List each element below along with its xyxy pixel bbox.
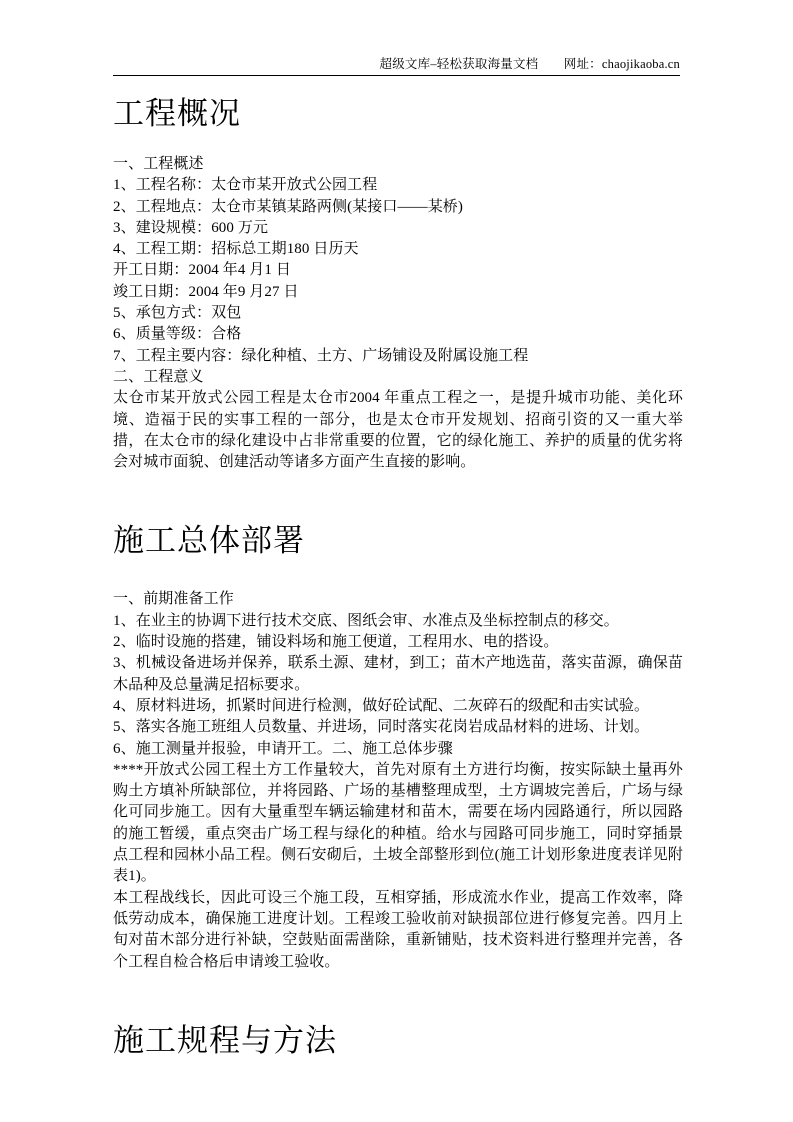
section-project-overview bbox=[113, 92, 683, 136]
overview-line-7: 竣工日期：2004 年9 月27 日 bbox=[113, 283, 299, 300]
heading-project-overview: 工程概况 bbox=[113, 96, 241, 132]
deployment-line-1: 一、前期准备工作 bbox=[113, 591, 234, 608]
deployment-line-7: 6、施工测量并报验，申请开工。二、施工总体步骤 bbox=[113, 740, 453, 757]
overview-line-2: 1、工程名称：太仓市某开放式公园工程 bbox=[113, 177, 378, 194]
document-content bbox=[113, 92, 683, 1063]
deployment-line-3: 2、临时设施的搭建，铺设料场和施工便道，工程用水、电的搭设。 bbox=[113, 634, 559, 651]
section-construction-deployment bbox=[113, 519, 683, 563]
page-header-text: 超级文库–轻松获取海量文档 网址：chaojikaoba.cn bbox=[379, 57, 680, 71]
overview-line-5: 4、工程工期：招标总工期180 日历天 bbox=[113, 241, 359, 258]
overview-line-6: 开工日期：2004 年4 月1 日 bbox=[113, 262, 291, 279]
deployment-line-2: 1、在业主的协调下进行技术交底、图纸会审、水准点及坐标控制点的移交。 bbox=[113, 612, 619, 629]
overview-line-11: 二、工程意义 bbox=[113, 368, 204, 385]
deployment-line-6: 5、落实各施工班组人员数量、并进场，同时落实花岗岩成品材料的进场、计划。 bbox=[113, 719, 650, 736]
overview-line-9: 6、质量等级：合格 bbox=[113, 326, 242, 343]
page-header bbox=[113, 56, 680, 84]
overview-line-3: 2、工程地点：太仓市某镇某路两侧(某接口——某桥) bbox=[113, 198, 463, 215]
deployment-paragraph-earthwork: ****开放式公园工程土方工作量较大，首先对原有土方进行均衡，按实际缺土量再外购土方填补所缺部位，并将园路、广场的基槽整理成型，土方调坡完善后，广场与绿化可同步施工。因有大量重型车辆运输建材和苗木，需要在场内园路通行，所以园路的施工暂缓，重点突击广场工程与绿化的种植。给水与园路可同步施工，同时穿插景点工程和园林小品工程。侧石安砌后，土坡全部整形到位(施工计划形象进度表详见附表1)。 bbox=[113, 761, 683, 885]
overview-line-8: 5、承包方式：双包 bbox=[113, 305, 242, 322]
deployment-paragraph-schedule: 本工程战线长，因此可设三个施工段，互相穿插，形成流水作业，提高工作效率，降低劳动成本，确保施工进度计划。工程竣工验收前对缺损部位进行修复完善。四月上旬对苗木部分进行补缺，空鼓贴面需凿除，重新铺贴，技术资料进行整理并完善，各个工程自检合格后申请竣工验收。 bbox=[113, 889, 683, 970]
overview-line-10: 7、工程主要内容：绿化种植、土方、广场铺设及附属设施工程 bbox=[113, 347, 529, 364]
overview-paragraph-significance: 太仓市某开放式公园工程是太仓市2004 年重点工程之一，是提升城市功能、美化环境、造福于民的实事工程的一部分，也是太仓市开发规划、招商引资的又一重大举措，在太仓市的绿化建设中占非常重要的位置，它的绿化施工、养护的质量的优劣将会对城市面貌、创建活动等诸多方面产生直接的影响。 bbox=[113, 390, 683, 471]
overview-line-4: 3、建设规模：600 万元 bbox=[113, 219, 269, 236]
deployment-line-4: 3、机械设备进场并保养，联系土源、建材，到工；苗木产地选苗，落实苗源，确保苗木品种及总量满足招标要求。 bbox=[113, 655, 683, 693]
heading-construction-methods: 施工规程与方法 bbox=[113, 1022, 337, 1059]
section-construction-methods bbox=[113, 1019, 683, 1063]
overview-line-1: 一、工程概述 bbox=[113, 156, 204, 172]
deployment-line-5: 4、原材料进场，抓紧时间进行检测，做好砼试配、二灰碎石的级配和击实试验。 bbox=[113, 697, 650, 714]
page-header-rule bbox=[113, 75, 680, 76]
heading-construction-deployment: 施工总体部署 bbox=[113, 523, 305, 560]
